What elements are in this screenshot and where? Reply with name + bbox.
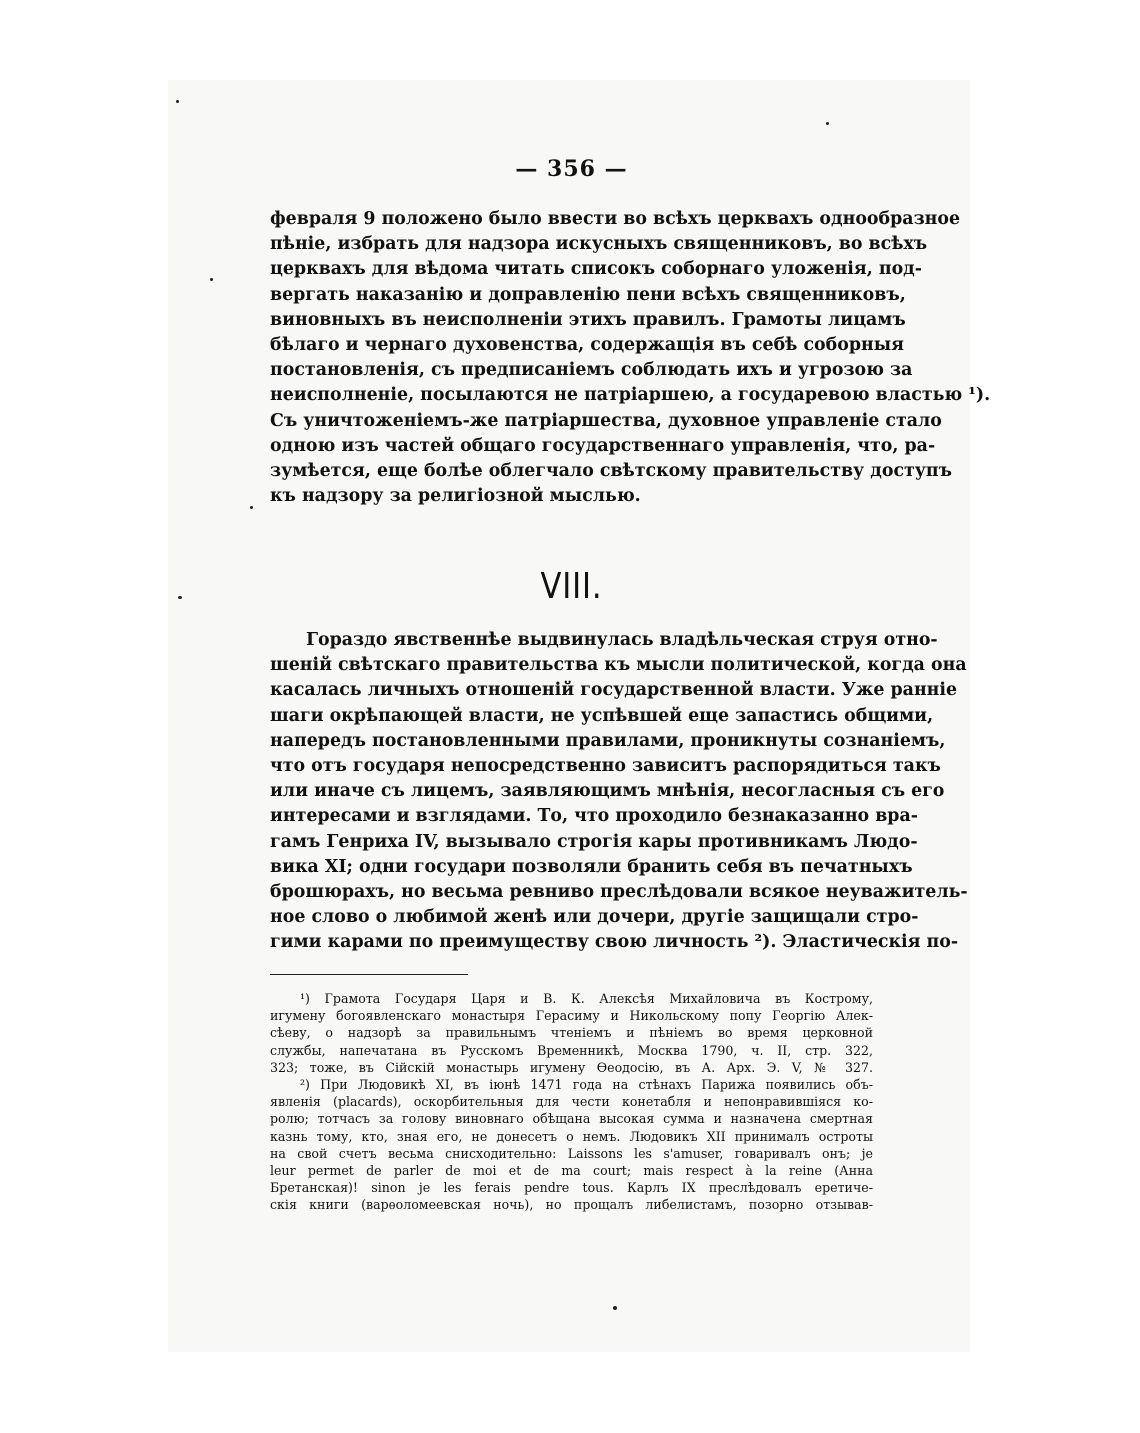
text-line: одною изъ частей общаго государственнаго управленія, что, ра-: [270, 435, 936, 456]
footnote-line: leur permet de parler de moi et de ma court; mais respect à la reine (Анна: [270, 1163, 873, 1179]
footnote-line: ²) При Людовикѣ XI, въ іюнѣ 1471 года на стѣнахъ Парижа появились объ-: [300, 1077, 873, 1093]
text-line: Съ уничтоженіемъ-же патріаршества, духовное управленіе стало: [270, 410, 942, 431]
text-line: виновныхъ въ неисполненіи этихъ правилъ. Грамоты лицамъ: [270, 309, 906, 330]
footnotes: [270, 990, 873, 1214]
text-line: гамъ Генриха IV, вызывало строгія кары противникамъ Людо-: [270, 831, 918, 852]
scan-speck: [176, 100, 179, 103]
footnote-line: скія книги (варѳоломеевская ночь), но прощалъ либелистамъ, позорно отзывав-: [270, 1197, 873, 1213]
scan-speck: [826, 122, 829, 125]
text-line: постановленія, съ предписаніемъ соблюдать ихъ и угрозою за: [270, 360, 913, 381]
text-line: къ надзору за религіозной мыслью.: [270, 486, 641, 507]
text-line: шеній свѣтскаго правительства къ мысли политической, когда она: [270, 655, 967, 676]
footnote-line: 323; тоже, въ Сійскій монастырь игумену Ѳеодосію, въ А. Арх. Э. V, № 327.: [270, 1059, 873, 1075]
footnote-line: казнь тому, кто, зная его, не донесетъ о немъ. Людовикъ XII принималъ остроты: [270, 1128, 873, 1144]
text-line: брошюрахъ, но весьма ревниво преслѣдовали всякое неуважитель-: [270, 882, 968, 903]
text-line: ное слово о любимой женѣ или дочери, другіе защищали стро-: [270, 907, 919, 928]
footnote-line: ¹) Грамота Государя Царя и В. К. Алексѣя Михайловича въ Кострому,: [300, 991, 873, 1006]
paragraph-1: [270, 207, 991, 509]
footnote-2: [270, 1076, 873, 1214]
text-line: вика XI; одни государи позволяли бранить себя въ печатныхъ: [270, 856, 913, 877]
text-line: или иначе съ лицемъ, заявляющимъ мнѣнія, несогласныя съ его: [270, 781, 945, 802]
text-line: Гораздо явственнѣе выдвинулась владѣльческая струя отно-: [306, 630, 938, 650]
footnote-line: явленія (placards), оскорбительныя для чести конетабля и непонравившіяся ко-: [270, 1094, 873, 1110]
text-line: что отъ государя непосредственно зависитъ распорядиться такъ: [270, 756, 941, 777]
text-line: шаги окрѣпающей власти, не успѣвшей еще запастись общими,: [270, 705, 934, 726]
scan-speck: [613, 1306, 617, 1310]
footnote-rule: [270, 974, 468, 975]
footnote-1: [270, 990, 873, 1076]
scan-speck: [178, 596, 182, 599]
footnote-line: службы, напечатана въ Русскомъ Временникѣ, Москва 1790, ч. II, стр. 322,: [270, 1042, 873, 1058]
text-line: вергать наказанію и доправленію пени всѣхъ священниковъ,: [270, 284, 906, 305]
footnote-line: на свой счетъ весьма снисходительно: Laissons les s'amuser, говаривалъ онъ; je: [270, 1145, 873, 1161]
text-line: церквахъ для вѣдома читать списокъ соборнаго уложенія, под-: [270, 259, 922, 280]
text-line: касалась личныхъ отношеній государственной власти. Уже ранніе: [270, 680, 958, 701]
page-number: — 356 —: [515, 156, 628, 182]
text-line: бѣлаго и чернаго духовенства, содержащія въ себѣ соборныя: [270, 335, 905, 356]
text-line: интересами и взглядами. То, что проходило безнаказанно вра-: [270, 806, 918, 827]
paragraph-2: [270, 628, 968, 956]
footnote-line: Бретанская)! sinon je les ferais pendre tous. Карлъ IX преслѣдовалъ еретиче-: [270, 1180, 873, 1196]
scan-speck: [210, 278, 213, 281]
text-line: напередъ постановленными правилами, проникнуты сознаніемъ,: [270, 730, 946, 751]
text-line: пѣніе, избрать для надзора искусныхъ священниковъ, во всѣхъ: [270, 234, 928, 255]
text-line: зумѣется, еще болѣе облегчало свѣтскому правительству доступъ: [270, 461, 953, 482]
section-heading: VIII.: [540, 566, 603, 607]
footnote-line: ролю; тотчасъ за голову виновнаго обѣщана высокая сумма и назначена смертная: [270, 1111, 873, 1127]
text-line: февраля 9 положено было ввести во всѣхъ церквахъ однообразное: [270, 209, 961, 229]
text-line: неисполненіе, посылаются не патріаршею, а государевою властью ¹).: [270, 385, 991, 406]
scan-speck: [250, 506, 253, 509]
footnote-line: сѣеву, о надзорѣ за правильнымъ чтеніемъ и пѣніемъ во время церковной: [270, 1025, 873, 1041]
footnote-line: игумену богоявленскаго монастыря Герасиму и Никольскому попу Георгію Алек-: [270, 1008, 873, 1024]
text-line: гими карами по преимуществу свою личность ²). Эластическія по-: [270, 932, 959, 953]
